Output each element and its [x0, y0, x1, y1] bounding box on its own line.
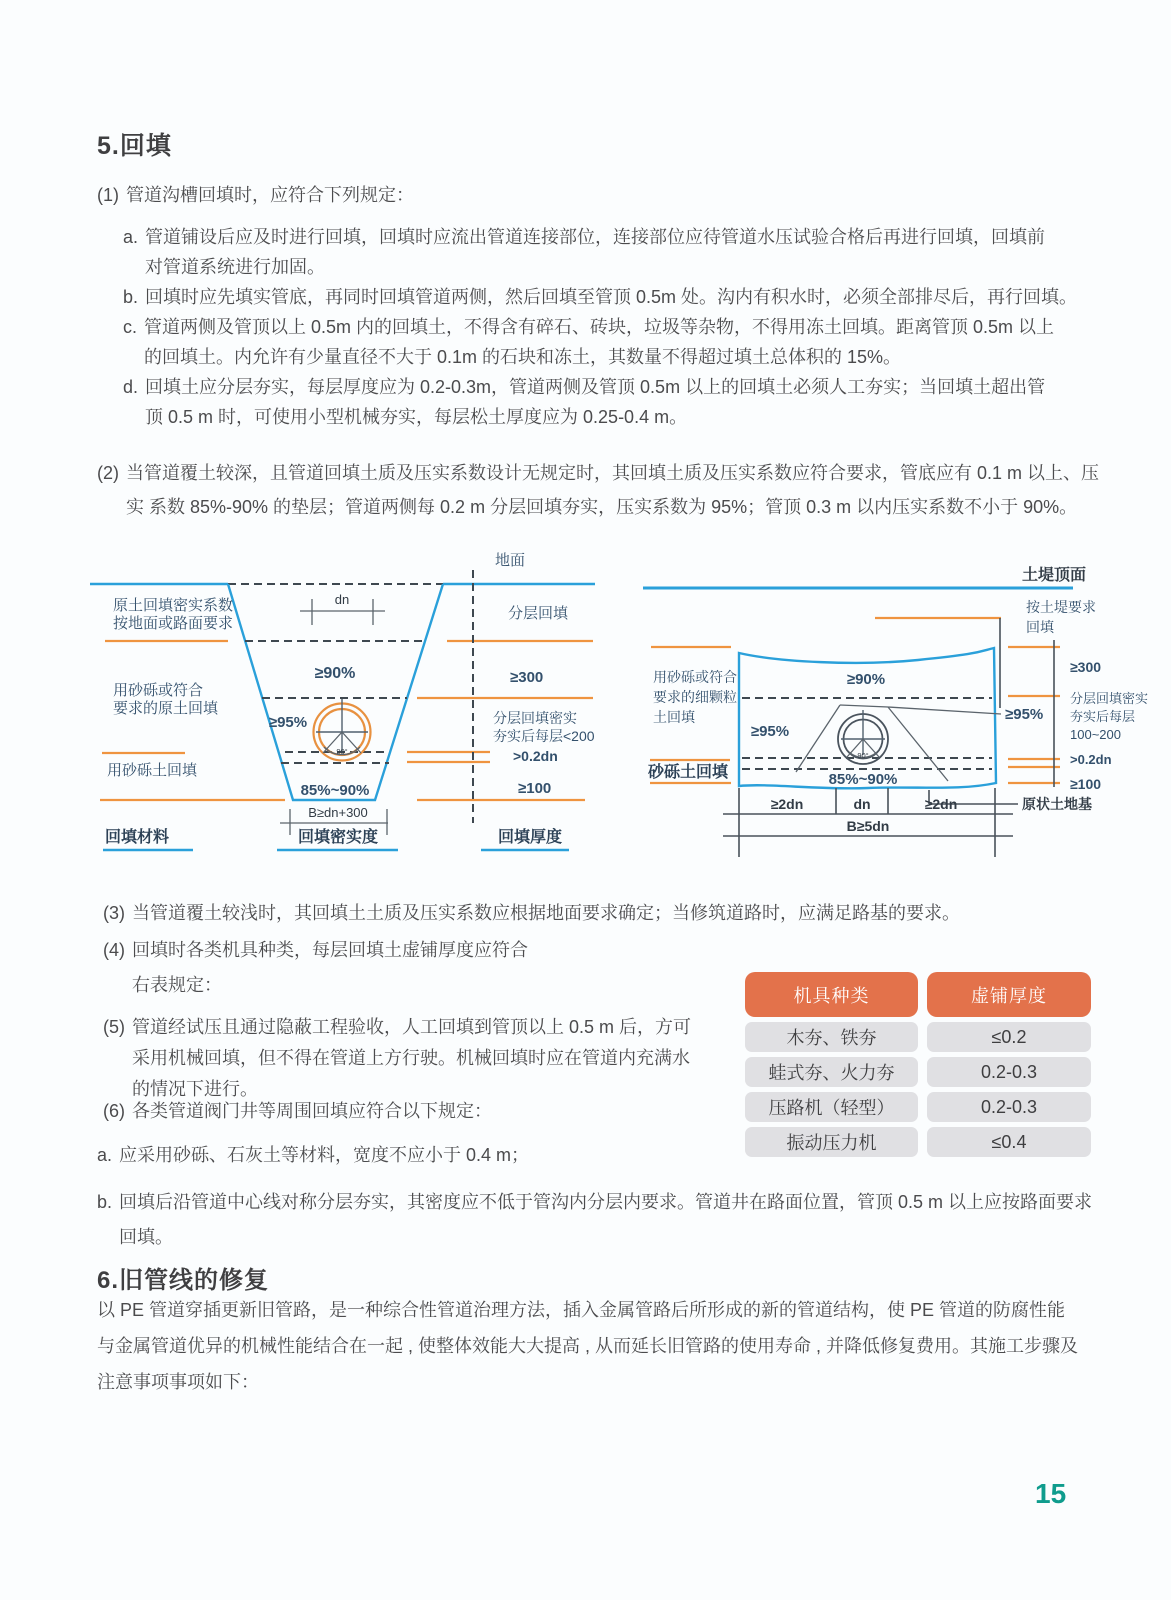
paragraph-4-label: (4) — [103, 940, 125, 960]
paragraph-1-label: (1) — [97, 185, 119, 205]
thickness-label-5: ≥100 — [518, 780, 552, 797]
table-cell: ≤0.4 — [927, 1127, 1091, 1157]
item-d-label: d. — [123, 377, 139, 397]
material-label-1c: 土回填 — [653, 709, 695, 725]
table-cell: 木夯、铁夯 — [745, 1022, 918, 1052]
item-a2-text: 应采用砂砾、石灰土等材料，宽度不应小于 0.4 m； — [119, 1145, 530, 1165]
item-b-label: b. — [123, 287, 139, 307]
left-material-labels — [648, 647, 737, 783]
material-label-2a: 用砂砾或符合 — [113, 682, 204, 699]
pipe-icon — [838, 710, 888, 764]
equipment-thickness-table — [745, 972, 1091, 1157]
paragraph-5 — [103, 1012, 691, 1105]
ground-label: 地面 — [495, 552, 526, 569]
paragraph-4-text: 回填时各类机具种类，每层回填土虚铺厚度应符合 右表规定： — [132, 940, 528, 995]
table-cell: ≤0.2 — [927, 1022, 1091, 1052]
dn-label: dn — [334, 592, 350, 607]
material-label-2: 砂砾土回填 — [648, 764, 729, 781]
material-label-1b: 按地面或路面要求 — [113, 615, 234, 632]
thickness-labels — [493, 604, 595, 797]
material-label-1a: 原土回填密实系数 — [113, 597, 234, 614]
pct95-right-label: ≥95% — [1005, 706, 1044, 723]
paragraph-4 — [103, 933, 528, 1003]
thickness-label-2a: 分层回填密实 — [1070, 691, 1149, 706]
item-a2-label: a. — [97, 1145, 113, 1165]
dim-2dn-left: ≥2dn — [770, 796, 804, 812]
foundation-label: 原状土地基 — [1022, 796, 1092, 812]
thickness-label-4: >0.2dn — [513, 748, 558, 764]
thickness-label-3: >0.2dn — [1070, 752, 1112, 767]
paragraph-2-text: 当管道覆土较深，且管道回填土质及压实系数设计无规定时，其回填土质及压实系数应符合要求，管底应有 0.1 m 以上、压 实 系数 85%-90% 的垫层；管道两侧每 0.2 m 分层回填夯实，压实系数为 95%；管顶 0.3 m 以内压实系数不小于 90%。 — [126, 463, 1100, 517]
paragraph-2 — [97, 456, 1099, 524]
paragraph-3-label: (3) — [103, 903, 125, 923]
embankment-outline — [739, 648, 996, 788]
item-d-text: 回填土应分层夯实，每层厚度应为 0.2-0.3m，管道两侧及管顶 0.5m 以上的回填土必须人工夯实；当回填土超出管 顶 0.5 m 时，可使用小型机械夯实，每层松土厚度应为 0.25-0.4 m。 — [145, 377, 1046, 427]
section6-body-text: 以 PE 管道穿插更新旧管路，是一种综合性管道治理方法，插入金属管路后所形成的新的管道结构，使 PE 管道的防腐性能 与金属管道优异的机械性能结合在一起 , 使整体效能大大提高 , 从而延长旧管路的使用寿命 , 并降低修复费用。其施工步骤及 注意事项事项如下： — [97, 1300, 1079, 1392]
trench-backfill-diagram — [85, 545, 610, 855]
item-b-text: 回填时应先填实管底，再同时回填管道两侧，然后回填至管顶 0.5m 处。沟内有积水时，必须全部排尽后，再行回填。 — [145, 287, 1078, 307]
thickness-label-2b: 夯实后每层 — [1070, 709, 1136, 724]
item-b — [123, 282, 1077, 312]
thickness-label-1: 分层回填 — [508, 605, 569, 622]
dim-dn: dn — [853, 796, 871, 812]
material-labels — [107, 596, 233, 779]
section6-title: 6.旧管线的修复 — [97, 1267, 270, 1294]
item-a2 — [97, 1140, 529, 1170]
item-a — [123, 222, 1045, 282]
embankment-backfill-diagram — [618, 540, 1171, 860]
section6-body — [97, 1292, 1078, 1400]
paragraph-6-label: (6) — [103, 1101, 125, 1121]
section5-title: 5.回填 — [97, 132, 172, 160]
pct90-label: ≥90% — [314, 665, 356, 682]
paragraph-1 — [97, 180, 414, 210]
embankment-req-label-1: 按土堤要求 — [1026, 599, 1096, 615]
paragraph-6 — [103, 1096, 492, 1126]
paragraph-3 — [103, 898, 960, 928]
category-thickness: 回填厚度 — [498, 829, 563, 846]
item-c-text: 管道两侧及管顶以上 0.5m 内的回填土，不得含有碎石、砖块，垃圾等杂物，不得用冻土回填。距离管顶 0.5m 以上 的回填土。内允许有少量直径不大于 0.1m 的石块和冻土，其数量不得超过填土总体积的 15%。 — [144, 317, 1055, 367]
pct90-label: ≥90% — [846, 671, 886, 688]
item-b2-label: b. — [97, 1192, 113, 1212]
table-header-thickness: 虚铺厚度 — [927, 972, 1091, 1017]
category-compaction: 回填密实度 — [298, 829, 379, 846]
material-label-1b: 要求的细颗粒 — [653, 689, 737, 705]
paragraph-2-label: (2) — [97, 463, 119, 483]
table-cell: 压路机（轻型） — [745, 1092, 918, 1122]
dimension-labels — [771, 796, 1092, 834]
item-a-text: 管道铺设后应及时进行回填，回填时应流出管道连接部位，连接部位应待管道水压试验合格后再进行回填，回填前 对管道系统进行加固。 — [145, 227, 1046, 277]
pipe-angle-label: 90° — [857, 751, 869, 760]
pipe-icon — [314, 699, 371, 761]
pct8590-label: 85%~90% — [828, 771, 898, 788]
table-cell: 0.2-0.3 — [927, 1057, 1091, 1087]
item-a-label: a. — [123, 227, 139, 247]
trench-width-label: B≥dn+300 — [308, 805, 368, 820]
dim-2dn-right: ≥2dn — [924, 796, 958, 812]
thickness-label-1: ≥300 — [1070, 659, 1102, 675]
item-b2-text: 回填后沿管道中心线对称分层夯实，其密度应不低于管沟内分层内要求。管道井在路面位置，管顶 0.5 m 以上应按路面要求 回填。 — [119, 1192, 1093, 1247]
pipe-angle-label: 90° — [336, 747, 348, 756]
material-label-1a: 用砂砾或符合 — [653, 669, 737, 685]
material-label-2b: 要求的原土回填 — [113, 700, 219, 717]
paragraph-1-text: 管道沟槽回填时，应符合下列规定： — [126, 185, 414, 205]
paragraph-6-text: 各类管道阀门井等周围回填应符合以下规定： — [132, 1101, 492, 1121]
category-labels — [103, 827, 569, 850]
item-b2 — [97, 1185, 1092, 1255]
dim-b5dn: B≥5dn — [846, 818, 890, 834]
thickness-label-4: ≥100 — [1070, 776, 1102, 792]
table-cell: 蛙式夯、火力夯 — [745, 1057, 918, 1087]
table-cell: 0.2-0.3 — [927, 1092, 1091, 1122]
table-cell: 振动压力机 — [745, 1127, 918, 1157]
pct95-label: ≥95% — [268, 714, 308, 731]
page-number: 15 — [1035, 1478, 1067, 1509]
paragraph-3-text: 当管道覆土较浅时，其回填土土质及压实系数应根据地面要求确定；当修筑道路时，应满足路基的要求。 — [132, 903, 960, 923]
thickness-label-2: ≥300 — [510, 669, 544, 686]
item-d — [123, 372, 1045, 432]
pct95-left-label: ≥95% — [750, 723, 790, 740]
paragraph-5-label: (5) — [103, 1017, 125, 1037]
paragraph-5-text: 管道经试压且通过隐蔽工程验收，人工回填到管顶以上 0.5 m 后，方可 采用机械回填，但不得在管道上方行驶。机械回填时应在管道内充满水 的情况下进行。 — [132, 1017, 692, 1099]
thickness-label-3b: 夯实后每层<200 — [493, 728, 595, 744]
item-c-label: c. — [123, 317, 138, 337]
item-c — [123, 312, 1054, 372]
thickness-label-3a: 分层回填密实 — [493, 710, 577, 726]
material-label-3: 用砂砾土回填 — [107, 762, 198, 779]
trench-outline — [228, 584, 443, 800]
embankment-title: 土堤顶面 — [1022, 567, 1087, 584]
pct8590-label: 85%~90% — [300, 782, 370, 799]
category-material: 回填材料 — [105, 829, 170, 846]
table-header-equipment: 机具种类 — [745, 972, 918, 1017]
thickness-label-2c: 100~200 — [1070, 727, 1121, 742]
embankment-req-label-2: 回填 — [1026, 619, 1054, 635]
